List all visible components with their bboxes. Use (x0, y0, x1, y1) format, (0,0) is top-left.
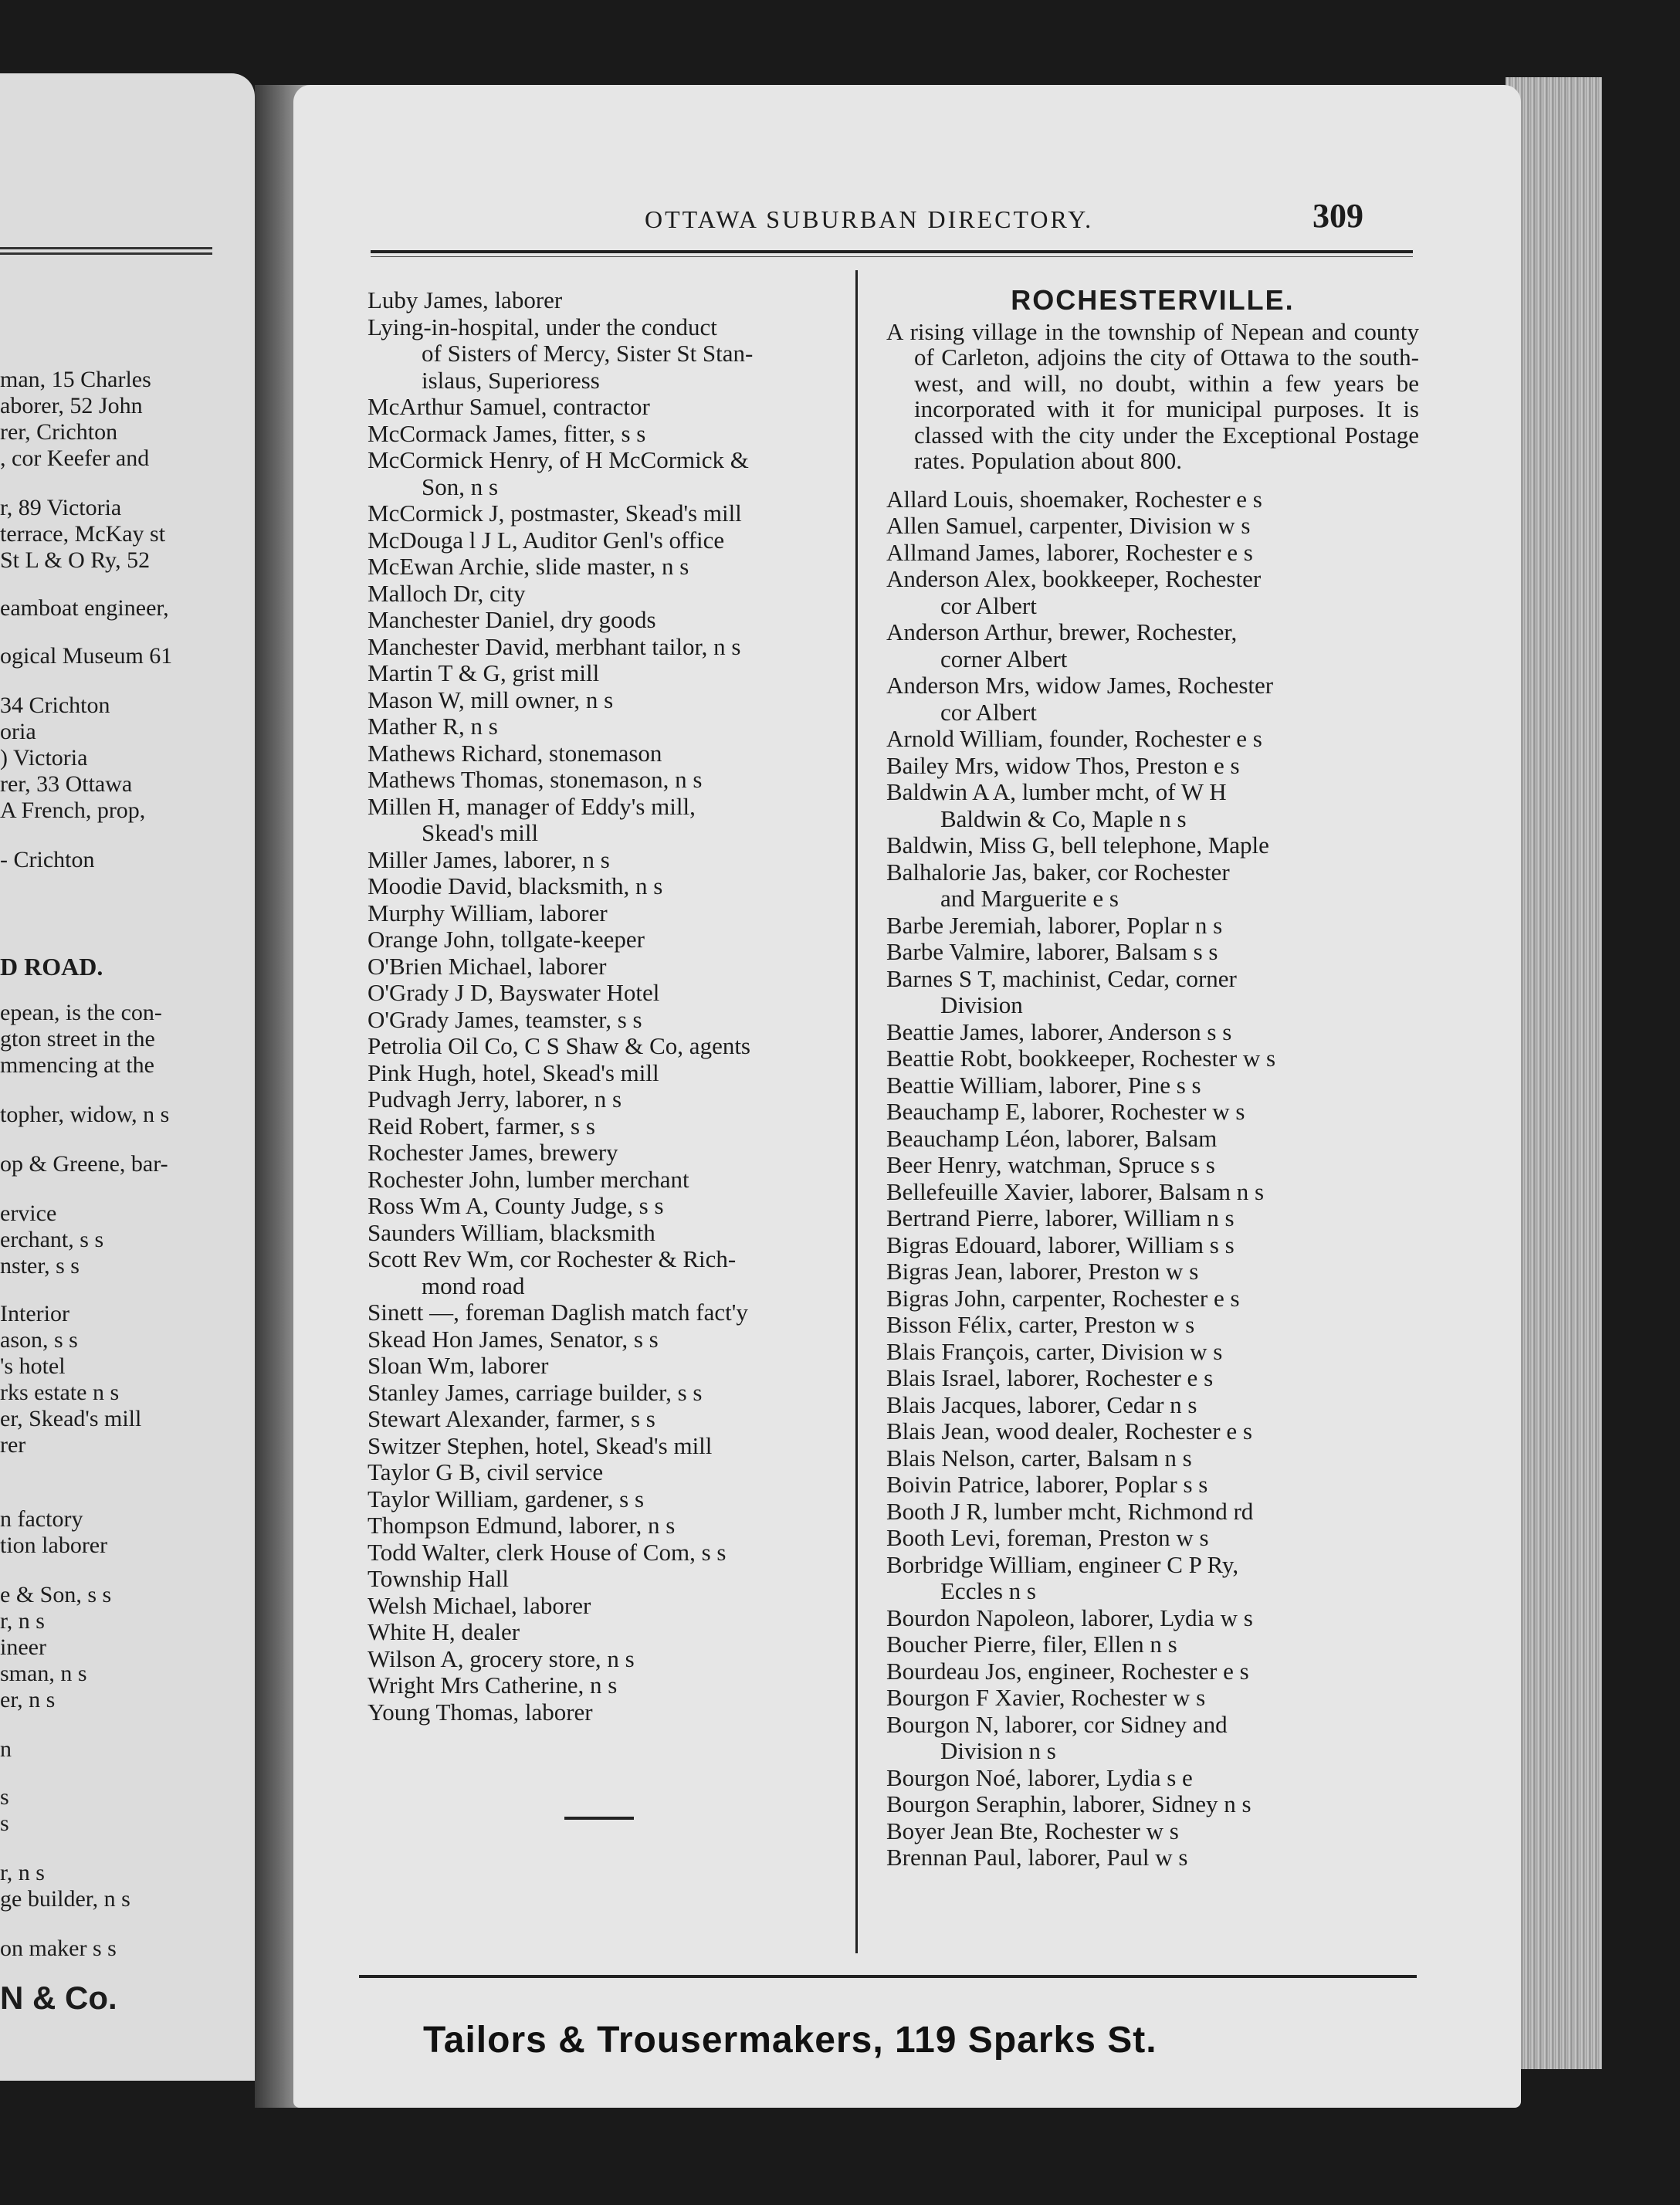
entry-text: Mason W, mill owner, n s (368, 686, 614, 713)
entry-text: Wright Mrs Catherine, n s (368, 1672, 618, 1699)
entry-text: Bourgon Noé, laborer, Lydia s e (886, 1763, 1193, 1791)
facing-page-line: Interior (0, 1301, 69, 1326)
entry-continuation: cor Albert (940, 698, 1037, 726)
entry-text: Blais Israel, laborer, Rochester e s (886, 1364, 1214, 1391)
directory-entry (368, 421, 846, 448)
directory-entry (368, 1619, 846, 1646)
header-rule-thin (371, 256, 1413, 257)
facing-page-line: ason, s s (0, 1327, 78, 1353)
entry-text: McDouga l J L, Auditor Genl's office (368, 526, 725, 554)
entry-text: Anderson Arthur, brewer, Rochester, (886, 618, 1238, 645)
entry-text: Barnes S T, machinist, Cedar, corner (886, 964, 1237, 992)
entry-text: Taylor William, gardener, s s (368, 1485, 645, 1512)
facing-page-line: rer, 33 Ottawa (0, 771, 133, 797)
entry-text: Brennan Paul, laborer, Paul w s (886, 1844, 1188, 1871)
directory-entry (886, 540, 1419, 567)
facing-page-line: D ROAD. (0, 953, 103, 981)
directory-entry (368, 394, 846, 421)
directory-page (293, 85, 1521, 2108)
directory-entry (368, 1007, 846, 1034)
directory-entry (368, 1459, 846, 1486)
directory-entry (886, 913, 1419, 940)
entry-text: Blais François, carter, Division w s (886, 1337, 1223, 1365)
entry-text: Manchester Daniel, dry goods (368, 606, 656, 633)
entry-text: McEwan Archie, slide master, n s (368, 553, 689, 580)
facing-page-line: aborer, 52 John (0, 393, 143, 418)
entry-text: Bigras John, carpenter, Rochester e s (886, 1284, 1240, 1312)
entry-text: Bourgon Seraphin, laborer, Sidney n s (886, 1790, 1252, 1817)
directory-entry (368, 1193, 846, 1220)
directory-entry (368, 581, 846, 608)
entry-text: Sloan Wm, laborer (368, 1352, 549, 1379)
facing-page-line: ogical Museum 61 (0, 643, 173, 669)
directory-entry (368, 713, 846, 740)
directory-entry (886, 1418, 1419, 1445)
directory-entry (886, 779, 1419, 832)
entry-continuation: Division (940, 991, 1023, 1018)
directory-entry (886, 1285, 1419, 1312)
directory-entry (368, 1646, 846, 1673)
entry-text: Boyer Jean Bte, Rochester w s (886, 1817, 1179, 1844)
entry-text: Stewart Alexander, farmer, s s (368, 1405, 655, 1432)
entry-text: Martin T & G, grist mill (368, 659, 600, 686)
directory-entry (886, 1179, 1419, 1206)
facing-page-line: n factory (0, 1506, 83, 1532)
directory-entry (886, 1205, 1419, 1232)
directory-entry (368, 1539, 846, 1567)
facing-page-line: er, n s (0, 1687, 56, 1712)
directory-entry (368, 687, 846, 714)
facing-page-line: , cor Keefer and (0, 445, 150, 471)
directory-entry (368, 634, 846, 661)
directory-entry (886, 1631, 1419, 1658)
directory-entry (886, 1019, 1419, 1046)
directory-entry (886, 1045, 1419, 1072)
entry-text: McArthur Samuel, contractor (368, 393, 650, 420)
rochesterville-entries (886, 486, 1419, 1871)
entry-text: Beattie James, laborer, Anderson s s (886, 1018, 1232, 1045)
directory-entry (886, 1499, 1419, 1526)
directory-entry (368, 794, 846, 847)
entry-text: Blais Jacques, laborer, Cedar n s (886, 1390, 1197, 1418)
entry-text: Barbe Jeremiah, laborer, Poplar n s (886, 911, 1223, 939)
page-header (293, 197, 1521, 244)
entry-text: Bourdon Napoleon, laborer, Lydia w s (886, 1604, 1253, 1631)
facing-page-line: op & Greene, bar- (0, 1151, 168, 1177)
entry-text: Rochester James, brewery (368, 1139, 618, 1166)
entry-text: Bourgon N, laborer, cor Sidney and (886, 1710, 1228, 1738)
entry-text: Blais Jean, wood dealer, Rochester e s (886, 1418, 1252, 1445)
facing-page-line: - Crichton (0, 847, 95, 872)
directory-entry (368, 287, 846, 314)
entry-text: Miller James, laborer, n s (368, 845, 610, 873)
facing-page-line: oria (0, 719, 36, 744)
facing-page-line: N & Co. (0, 1980, 117, 2016)
entry-text: Thompson Edmund, laborer, n s (368, 1512, 676, 1539)
entry-continuation: corner Albert (940, 645, 1068, 672)
facing-page-line: tion laborer (0, 1533, 108, 1558)
entry-text: Switzer Stephen, hotel, Skead's mill (368, 1431, 713, 1459)
directory-entry (886, 1472, 1419, 1499)
entry-text: Skead Hon James, Senator, s s (368, 1325, 659, 1353)
directory-entry (886, 966, 1419, 1019)
directory-entry (886, 1312, 1419, 1339)
directory-entry (368, 926, 846, 953)
entry-text: Mather R, n s (368, 713, 498, 740)
entry-text: Allmand James, laborer, Rochester e s (886, 538, 1253, 566)
directory-entry (368, 1113, 846, 1140)
directory-entry (368, 1060, 846, 1087)
directory-entry (368, 607, 846, 634)
directory-entry (368, 500, 846, 527)
directory-entry (368, 1566, 846, 1593)
facing-page-line: nster, s s (0, 1253, 80, 1279)
directory-entry (368, 1380, 846, 1407)
facing-page-header-rule (0, 247, 212, 249)
entry-text: O'Grady J D, Bayswater Hotel (368, 979, 660, 1006)
entry-text: Reid Robert, farmer, s s (368, 1112, 595, 1140)
entry-continuation: islaus, Superioress (422, 366, 600, 394)
section-intro: A rising village in the township of Nepean and county of Carleton, adjoins the city of Ottawa to the south-west, and will, no doubt, within a few years be incorporated with it for municipal purposes. It is classed with the city under the Exceptional Postage rates. Population about 800. (886, 317, 1419, 474)
facing-page-line: e & Son, s s (0, 1582, 112, 1607)
directory-entry (368, 1512, 846, 1539)
entry-text: Bourgon F Xavier, Rochester w s (886, 1684, 1206, 1711)
section-end-dash (564, 1817, 634, 1820)
directory-entry (886, 1605, 1419, 1632)
directory-entry (886, 1658, 1419, 1685)
entry-text: Bisson Félix, carter, Preston w s (886, 1311, 1195, 1338)
entry-text: Sinett —, foreman Daglish match fact'y (368, 1299, 748, 1326)
directory-entry (886, 1365, 1419, 1392)
directory-entry (368, 953, 846, 981)
facing-page-line: epean, is the con- (0, 1000, 162, 1025)
entry-text: White H, dealer (368, 1618, 520, 1645)
directory-entry (368, 660, 846, 687)
entry-text: Luby James, laborer (368, 286, 563, 313)
entry-text: Pink Hugh, hotel, Skead's mill (368, 1058, 659, 1086)
directory-entry (368, 873, 846, 900)
entry-text: Rochester John, lumber merchant (368, 1165, 689, 1193)
directory-entry (368, 1486, 846, 1513)
entry-text: Ross Wm A, County Judge, s s (368, 1192, 664, 1219)
directory-entry (368, 314, 846, 395)
header-rule (371, 250, 1413, 253)
entry-continuation: Baldwin & Co, Maple n s (940, 804, 1187, 832)
directory-entry (886, 1152, 1419, 1179)
entry-text: Stanley James, carriage builder, s s (368, 1378, 703, 1406)
facing-page-line: s (0, 1784, 9, 1810)
directory-entry (886, 1232, 1419, 1259)
entry-text: Blais Nelson, carter, Balsam n s (886, 1444, 1192, 1472)
facing-page-line: A French, prop, (0, 798, 146, 823)
directory-entry (368, 767, 846, 794)
entry-text: Millen H, manager of Eddy's mill, (368, 792, 696, 820)
section-title: ROCHESTERVILLE. (1011, 284, 1295, 316)
entry-text: Anderson Alex, bookkeeper, Rochester (886, 565, 1262, 592)
directory-entry (886, 939, 1419, 966)
footer-advertisement: Tailors & Trousermakers, 119 Sparks St. (423, 2020, 1157, 2061)
facing-page-line: rer, Crichton (0, 419, 118, 445)
entry-text: Bertrand Pierre, laborer, William n s (886, 1204, 1235, 1231)
directory-entry (368, 1167, 846, 1194)
entry-continuation: Son, n s (422, 472, 499, 500)
entry-continuation: and Marguerite e s (940, 885, 1119, 912)
directory-entry (886, 1525, 1419, 1552)
facing-page-line: 34 Crichton (0, 693, 110, 718)
entry-text: Bellefeuille Xavier, laborer, Balsam n s (886, 1177, 1265, 1205)
facing-page-line: topher, widow, n s (0, 1102, 170, 1127)
facing-page-line: ) Victoria (0, 745, 88, 771)
facing-page-line: erchant, s s (0, 1227, 104, 1252)
entry-text: Boivin Patrice, laborer, Poplar s s (886, 1471, 1208, 1498)
facing-page-line: rer (0, 1432, 26, 1458)
entry-text: Anderson Mrs, widow James, Rochester (886, 672, 1274, 699)
entry-text: Balhalorie Jas, baker, cor Rochester (886, 858, 1230, 886)
entry-text: Scott Rev Wm, cor Rochester & Rich- (368, 1245, 737, 1272)
entry-continuation: Eccles n s (940, 1577, 1036, 1604)
directory-entry (886, 1844, 1419, 1871)
entry-text: Allard Louis, shoemaker, Rochester e s (886, 485, 1262, 513)
facing-page-line: s (0, 1810, 9, 1836)
facing-page-line: 's hotel (0, 1353, 66, 1379)
entry-text: Baldwin A A, lumber mcht, of W H (886, 778, 1227, 805)
directory-entry (368, 900, 846, 927)
facing-page-line: St L & O Ry, 52 (0, 547, 151, 573)
entry-text: Baldwin, Miss G, bell telephone, Maple (886, 832, 1269, 859)
entry-text: Bigras Edouard, laborer, William s s (886, 1231, 1235, 1258)
facing-page-line: ge builder, n s (0, 1886, 130, 1912)
facing-page-line: er, Skead's mill (0, 1406, 142, 1431)
entry-text: Booth Levi, foreman, Preston w s (886, 1524, 1209, 1551)
directory-entry (368, 527, 846, 554)
entry-text: Manchester David, merbhant tailor, n s (368, 632, 741, 660)
entry-text: O'Brien Michael, laborer (368, 952, 607, 980)
entry-text: Mathews Thomas, stonemason, n s (368, 766, 703, 793)
directory-entry (886, 1818, 1419, 1845)
directory-entry (886, 1445, 1419, 1472)
entry-text: Beattie William, laborer, Pine s s (886, 1071, 1201, 1099)
entry-continuation: Division n s (940, 1737, 1056, 1764)
directory-entry (368, 554, 846, 581)
entry-text: Saunders William, blacksmith (368, 1218, 655, 1246)
directory-entry (886, 1126, 1419, 1153)
directory-entry (886, 1258, 1419, 1285)
facing-page-line: r, n s (0, 1860, 45, 1885)
entry-text: Murphy William, laborer (368, 899, 608, 926)
entry-text: Beer Henry, watchman, Spruce s s (886, 1151, 1215, 1178)
entry-text: Beauchamp E, laborer, Rochester w s (886, 1098, 1245, 1125)
right-column (886, 284, 1419, 1871)
entry-text: McCormick J, postmaster, Skead's mill (368, 500, 742, 527)
facing-page-line: rks estate n s (0, 1380, 120, 1405)
directory-entry (886, 753, 1419, 780)
entry-text: Bailey Mrs, widow Thos, Preston e s (886, 751, 1240, 779)
facing-page-line: eamboat engineer, (0, 595, 169, 621)
entry-text: Petrolia Oil Co, C S Shaw & Co, agents (368, 1032, 750, 1059)
facing-page-line: sman, n s (0, 1661, 87, 1686)
directory-entry (886, 566, 1419, 619)
directory-entry (368, 1406, 846, 1433)
directory-entry (886, 672, 1419, 726)
entry-text: Pudvagh Jerry, laborer, n s (368, 1086, 622, 1113)
running-title: OTTAWA SUBURBAN DIRECTORY. (645, 205, 1094, 233)
facing-page-line: terrace, McKay st (0, 521, 166, 547)
entry-text: Boucher Pierre, filer, Ellen n s (886, 1631, 1177, 1658)
directory-entry (886, 1099, 1419, 1126)
entry-text: Moodie David, blacksmith, n s (368, 872, 663, 899)
entry-text: O'Grady James, teamster, s s (368, 1005, 642, 1033)
facing-page-left (0, 73, 255, 2081)
facing-page-line: mmencing at the (0, 1052, 154, 1078)
directory-entry (886, 1392, 1419, 1419)
directory-entry (368, 1086, 846, 1113)
entry-text: Beauchamp Léon, laborer, Balsam (886, 1124, 1218, 1152)
footer-rule (359, 1975, 1417, 1978)
directory-entry (886, 1712, 1419, 1765)
facing-page-line: ervice (0, 1201, 57, 1226)
directory-entry (886, 513, 1419, 540)
column-divider (855, 270, 858, 1953)
entry-text: Township Hall (368, 1565, 509, 1592)
entry-text: Bigras Jean, laborer, Preston w s (886, 1258, 1199, 1285)
entry-text: McCormick Henry, of H McCormick & (368, 446, 749, 473)
entry-text: Young Thomas, laborer (368, 1698, 593, 1726)
facing-page-line: on maker s s (0, 1936, 117, 1961)
entry-text: Arnold William, founder, Rochester e s (886, 725, 1262, 752)
entry-text: Borbridge William, engineer C P Ry, (886, 1550, 1239, 1578)
entry-continuation: mond road (422, 1272, 525, 1299)
entry-text: Wilson A, grocery store, n s (368, 1644, 635, 1672)
directory-entry (886, 1072, 1419, 1099)
directory-entry (886, 619, 1419, 672)
entry-text: Todd Walter, clerk House of Com, s s (368, 1538, 727, 1566)
directory-entry (368, 1672, 846, 1699)
facing-page-line: man, 15 Charles (0, 367, 151, 392)
directory-entry (886, 859, 1419, 913)
directory-entry (368, 1433, 846, 1460)
facing-page-line: n (0, 1736, 12, 1762)
directory-entry (368, 1246, 846, 1299)
directory-entry (886, 832, 1419, 859)
directory-entry (886, 1765, 1419, 1792)
directory-entry (368, 1033, 846, 1060)
entry-text: Barbe Valmire, laborer, Balsam s s (886, 938, 1218, 965)
entry-text: Booth J R, lumber mcht, Richmond rd (886, 1497, 1254, 1525)
entry-text: McCormack James, fitter, s s (368, 419, 646, 447)
directory-entry (886, 726, 1419, 753)
entry-continuation: Skead's mill (422, 819, 539, 846)
directory-entry (886, 1339, 1419, 1366)
page-number: 309 (1312, 197, 1363, 235)
entry-text: Taylor G B, civil service (368, 1458, 604, 1485)
facing-page-line: r, n s (0, 1608, 45, 1634)
entry-text: Orange John, tollgate-keeper (368, 926, 645, 953)
entry-continuation: of Sisters of Mercy, Sister St Stan- (422, 340, 754, 367)
entry-continuation: cor Albert (940, 591, 1037, 619)
entry-text: Mathews Richard, stonemason (368, 739, 662, 767)
directory-entry (886, 486, 1419, 513)
directory-entry (368, 1326, 846, 1353)
facing-page-line: ineer (0, 1634, 46, 1660)
entry-text: Beattie Robt, bookkeeper, Rochester w s (886, 1045, 1276, 1072)
directory-entry (886, 1791, 1419, 1818)
entry-text: Welsh Michael, laborer (368, 1591, 591, 1619)
directory-entry (368, 980, 846, 1007)
facing-page-header-rule-thin (0, 252, 212, 255)
directory-entry (886, 1685, 1419, 1712)
directory-entry (368, 447, 846, 500)
directory-entry (368, 1593, 846, 1620)
directory-entry (368, 1299, 846, 1326)
entry-text: Allen Samuel, carpenter, Division w s (886, 512, 1251, 539)
directory-entry (368, 1699, 846, 1726)
directory-entry (886, 1552, 1419, 1605)
directory-entry (368, 740, 846, 767)
directory-entry (368, 1353, 846, 1380)
left-column (368, 287, 846, 1820)
directory-entry (368, 1220, 846, 1247)
entry-text: Malloch Dr, city (368, 579, 526, 607)
facing-page-line: r, 89 Victoria (0, 495, 122, 520)
directory-entry (368, 1140, 846, 1167)
entry-text: Lying-in-hospital, under the conduct (368, 313, 717, 340)
facing-page-line: gton street in the (0, 1026, 155, 1052)
directory-entry (368, 847, 846, 874)
entry-text: Bourdeau Jos, engineer, Rochester e s (886, 1657, 1249, 1685)
